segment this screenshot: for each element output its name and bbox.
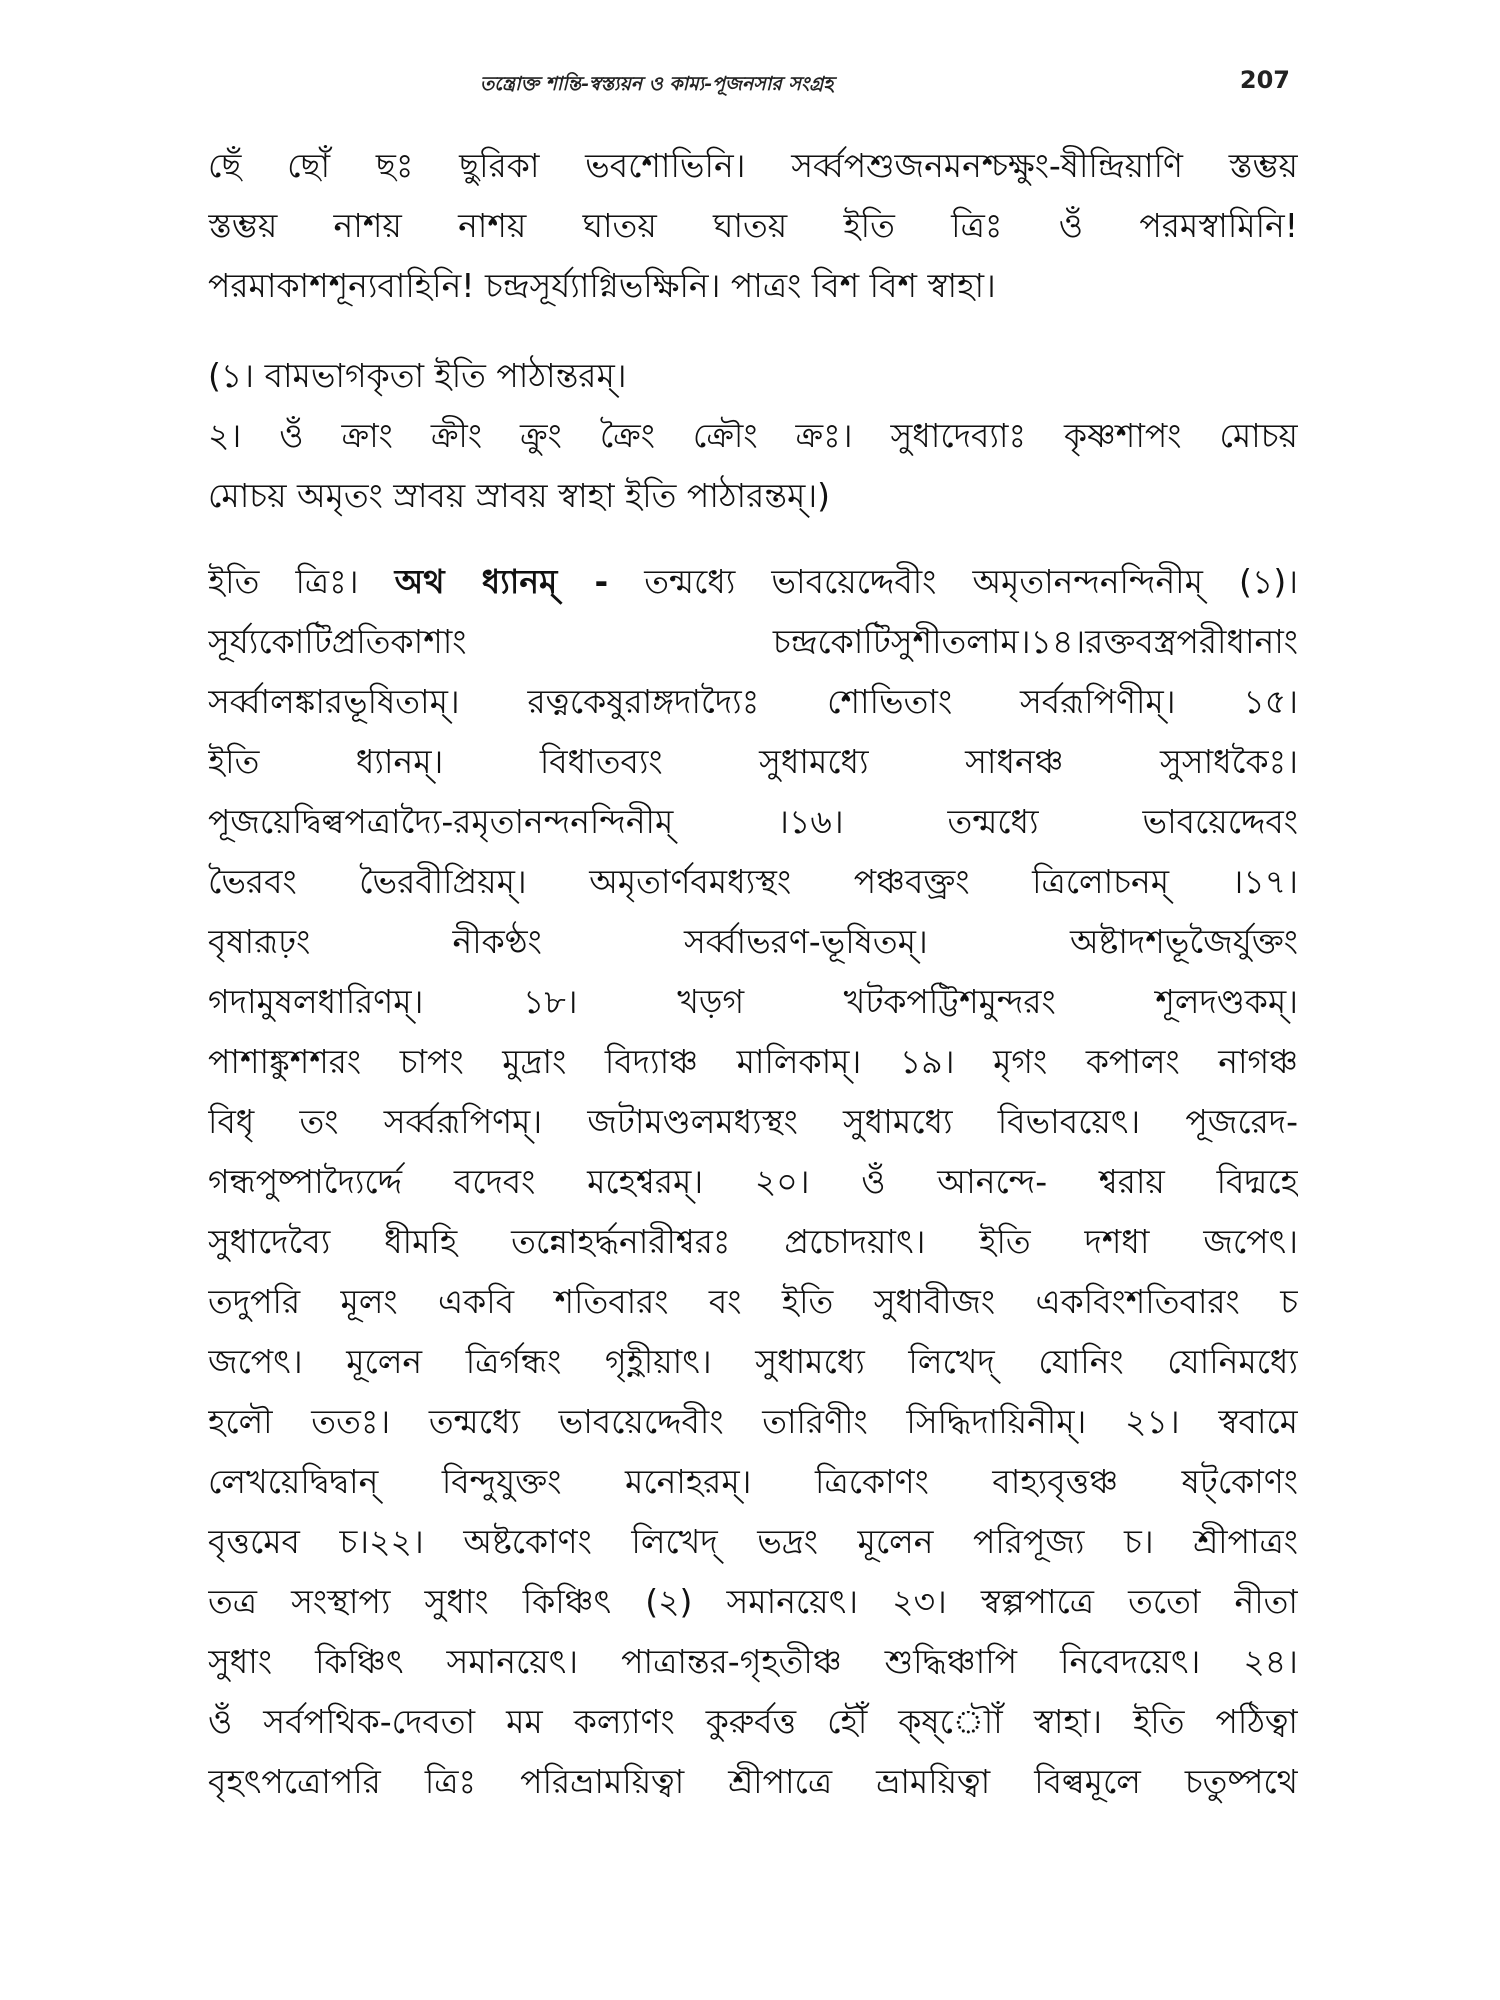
text-line: ভৈরবং ভৈরবীপ্রিয়ম্। অমৃতার্ণবমধ্যস্থং পঞ্চবক্ত্রং ত্রিলোচনম্ ।১৭। bbox=[208, 862, 1298, 901]
text-line: ২। ওঁ ক্রাং ক্রীং ক্রুং ক্রৈং ক্রৌং ক্রঃ। সুধাদেব্যাঃ কৃষ্ণশাপং মোচয় bbox=[208, 416, 1298, 455]
paragraph-variant-readings bbox=[208, 346, 1298, 526]
text-line: বৃষারূঢ়ং নীকণ্ঠং সর্ব্বাভরণ-ভূষিতম্। অষ্টাদশভূজৈর্যুক্তং bbox=[208, 922, 1298, 961]
page-number: 207 bbox=[1239, 66, 1290, 94]
line-rest: তন্মধ্যে ভাবয়েদ্দেবীং অমৃতানন্দনন্দিনীম্ (১)। bbox=[608, 562, 1298, 601]
text-line: তদুপরি মূলং একবি শতিবারং বং ইতি সুধাবীজং একবিংশতিবারং চ bbox=[208, 1282, 1298, 1321]
text-line: লেখয়েদ্বিদ্বান্ বিন্দুযুক্তং মনোহরম্। ত্রিকোণং বাহ্যবৃত্তঞ্চ ষট্‌কোণং bbox=[208, 1462, 1298, 1501]
text-line: ছেঁ ছোঁ ছঃ ছুরিকা ভবশোভিনি। সর্ব্বপশুজনমনশ্চক্ষুং-ষীন্দ্রিয়াণি স্তম্ভয় bbox=[208, 146, 1298, 185]
text-line: বৃত্তমেব চ।২২। অষ্টকোণং লিখেদ্ ভদ্রং মূলেন পরিপূজ্য চ। শ্রীপাত্রং bbox=[208, 1522, 1298, 1561]
text-line: সুধাং কিঞ্চিৎ সমানয়েৎ। পাত্রান্তর-গৃহতীঞ্চ শুদ্ধিঞ্চাপি নিবেদয়েৎ। ২৪। bbox=[208, 1642, 1298, 1681]
text-line: বৃহৎপত্রোপরি ত্রিঃ পরিভ্রাময়িত্বা শ্রীপাত্রে ভ্রাময়িত্বা বিল্বমূলে চতুষ্পথে bbox=[208, 1762, 1298, 1801]
text-line: পূজয়েদ্বিল্বপত্রাদ্যৈ-রমৃতানন্দনন্দিনীম্ ।১৬। তন্মধ্যে ভাবয়েদ্দেবং bbox=[208, 802, 1298, 841]
text-line: সূর্য্যকোটিপ্রতিকাশাং চন্দ্রকোটিসুশীতলাম।১৪।রক্তবস্ত্রপরীধানাং bbox=[208, 622, 1298, 661]
text-line: জপেৎ। মূলেন ত্রির্গন্ধং গৃহ্ণীয়াৎ। সুধামধ্যে লিখেদ্ যোনিং যোনিমধ্যে bbox=[208, 1342, 1298, 1381]
text-line: পরমাকাশশূন্যবাহিনি! চন্দ্রসূর্য্যাগ্নিভক্ষিনি। পাত্রং বিশ বিশ স্বাহা। bbox=[208, 266, 996, 305]
page-header bbox=[200, 66, 1320, 106]
text-line: সুধাদেব্যৈ ধীমহি তন্নোহর্দ্ধনারীশ্বরঃ প্রচোদয়াৎ। ইতি দশধা জপেৎ। bbox=[208, 1222, 1298, 1261]
paragraph-mantra bbox=[208, 136, 1298, 316]
text-line-first bbox=[208, 552, 1298, 612]
text-line: পাশাঙ্কুশশরং চাপং মুদ্রাং বিদ্যাঞ্চ মালিকাম্। ১৯। মৃগং কপালং নাগঞ্চ bbox=[208, 1042, 1298, 1081]
text-line: বিধৃ তং সর্ব্বরূপিণম্। জটামণ্ডলমধ্যস্থং সুধামধ্যে বিভাবয়েৎ। পূজরেদ- bbox=[208, 1102, 1298, 1141]
line-prefix: ইতি ত্রিঃ। bbox=[208, 562, 395, 601]
text-line: তত্র সংস্থাপ্য সুধাং কিঞ্চিৎ (২) সমানয়েৎ। ২৩। স্বল্পপাত্রে ততো নীতা bbox=[208, 1582, 1298, 1621]
text-line: ওঁ সর্বপথিক-দেবতা মম কল্যাণং কুরুর্বত্ত হৌঁ ক্ষ্ৗোঁ স্বাহা। ইতি পঠিত্বা bbox=[208, 1702, 1298, 1741]
running-title: তন্ত্রোক্ত শান্তি-স্বস্ত্যয়ন ও কাম্য-পূজনসার সংগ্রহ bbox=[480, 73, 834, 95]
text-line: গন্ধপুষ্পাদ্যৈর্দ্দে বদেবং মহেশ্বরম্। ২০। ওঁ আনন্দে- শ্বরায় বিদ্মহে bbox=[208, 1162, 1298, 1201]
text-line: সর্ব্বালঙ্কারভূষিতাম্। রত্নকেষুরাঙ্গদাদ্যৈঃ শোভিতাং সর্বরূপিণীম্। ১৫। bbox=[208, 682, 1298, 721]
text-line: (১। বামভাগকৃতা ইতি পাঠান্তরম্। bbox=[208, 356, 627, 395]
section-heading: অথ ধ্যানম্ - bbox=[394, 562, 609, 601]
text-line: স্তম্ভয় নাশয় নাশয় ঘাতয় ঘাতয় ইতি ত্রিঃ ওঁ পরমস্বামিনি! bbox=[208, 206, 1298, 245]
text-line: মোচয় অমৃতং স্রাবয় স্রাবয় স্বাহা ইতি পাঠারন্তম্।) bbox=[208, 476, 831, 515]
text-line: ইতি ধ্যানম্। বিধাতব্যং সুধামধ্যে সাধনঞ্চ সুসাধকৈঃ। bbox=[208, 742, 1298, 781]
paragraph-dhyanam bbox=[208, 552, 1298, 1812]
text-line: হলৌ ততঃ। তন্মধ্যে ভাবয়েদ্দেবীং তারিণীং সিদ্ধিদায়িনীম্। ২১। স্ববামে bbox=[208, 1402, 1298, 1441]
text-line: গদামুষলধারিণম্। ১৮। খড়গ খটকপট্টিশমুন্দরং শূলদণ্ডকম্। bbox=[208, 982, 1298, 1021]
